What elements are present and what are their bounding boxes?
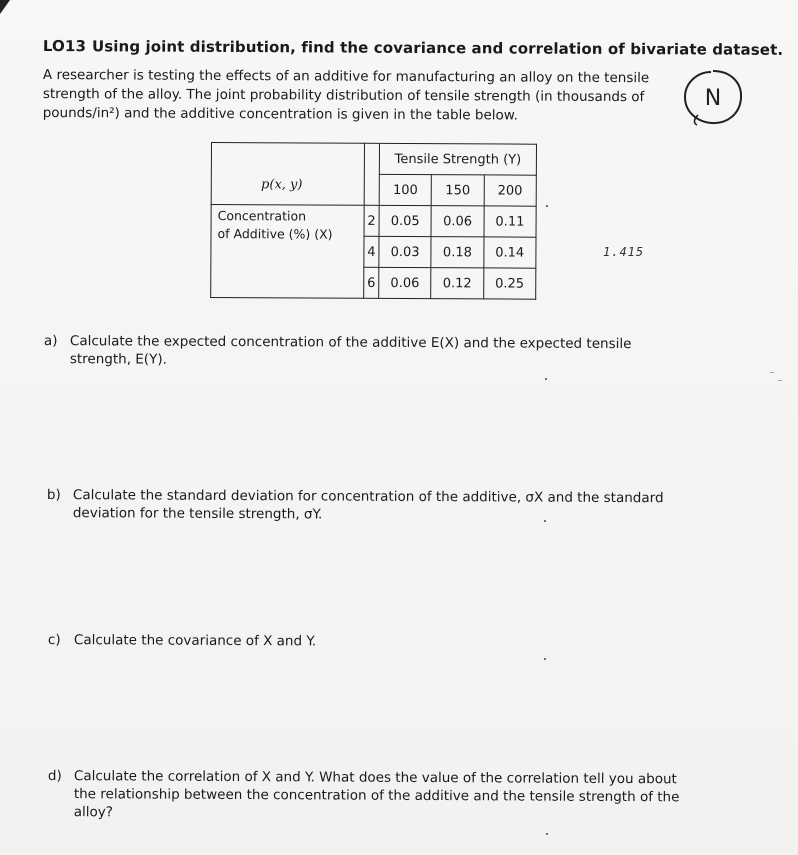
problem-intro — [43, 66, 673, 126]
scan-speck — [770, 372, 774, 373]
scan-speck — [544, 520, 546, 522]
intro-line: pounds/in²) and the additive concentration is given in the table below. — [42, 104, 518, 124]
intro-line: A researcher is testing the effects of an additive for manufacturing an alloy on the tensile — [42, 66, 650, 87]
probability-cell: 0.05 — [379, 205, 431, 236]
question-letter: c) — [47, 632, 61, 649]
question-text: strength, E(Y). — [69, 351, 167, 368]
scan-speck — [544, 658, 546, 660]
probability-cell: 0.18 — [431, 237, 483, 268]
circled-letter-text: N — [704, 86, 722, 111]
pxy-header-cell — [211, 143, 364, 206]
question-text: deviation for the tensile strength, σY. — [72, 505, 323, 523]
question-text: Calculate the expected concentration of the additive E(X) and the expected tensile — [69, 333, 632, 353]
joint-distribution-table — [210, 142, 537, 300]
row-label-line: Concentration — [217, 208, 307, 224]
probability-cell: 0.14 — [484, 237, 537, 268]
intro-line: strength of the alloy. The joint probability distribution of tensile strength (in thousands of — [42, 85, 645, 106]
scan-speck — [546, 833, 548, 835]
y-value-header: 200 — [484, 175, 537, 206]
question-letter: d) — [47, 768, 62, 785]
question-text: Calculate the standard deviation for concentration of the additive, σX and the standard — [72, 487, 664, 507]
question-text: the relationship between the concentration of the additive and the tensile strength of the — [73, 786, 680, 806]
probability-cell: 0.06 — [379, 267, 431, 298]
scan-speck — [778, 380, 782, 381]
scan-speck — [545, 378, 547, 380]
question-letter: a) — [43, 333, 58, 350]
y-value-header: 100 — [379, 174, 431, 205]
heading-title: Using joint distribution, find the covariance and correlation of bivariate dataset. — [91, 37, 784, 59]
question-letter: b) — [46, 487, 61, 504]
x-value: 4 — [364, 236, 379, 267]
x-value: 6 — [364, 267, 379, 298]
scan-corner-mark — [0, 0, 10, 14]
y-value-header: 150 — [431, 175, 483, 206]
probability-cell: 0.03 — [379, 236, 431, 267]
row-label-line: of Additive (%) (X) — [217, 226, 333, 242]
row-label-cell — [211, 205, 364, 299]
x-value: 2 — [364, 205, 379, 236]
pxy-label: p(x, y) — [261, 177, 303, 193]
handwritten-note: 1.415 — [603, 245, 645, 259]
probability-cell: 0.06 — [431, 206, 483, 237]
question-text: Calculate the correlation of X and Y. What does the value of the correlation tell you about — [73, 768, 677, 788]
probability-cell: 0.11 — [484, 206, 537, 237]
question-a — [44, 332, 632, 371]
scan-speck — [546, 205, 548, 207]
page-heading — [43, 37, 783, 59]
probability-cell: 0.12 — [431, 268, 483, 299]
probability-cell: 0.25 — [483, 268, 536, 299]
tensile-strength-header: Tensile Strength (Y) — [379, 143, 536, 175]
question-text: alloy? — [73, 804, 114, 821]
question-text: Calculate the covariance of X and Y. — [73, 632, 317, 650]
learning-outcome-code: LO13 — [42, 37, 87, 56]
question-c — [48, 631, 316, 650]
handwritten-circled-letter — [681, 67, 745, 127]
question-d — [48, 767, 680, 824]
question-b — [47, 486, 664, 525]
row-label — [211, 205, 363, 246]
